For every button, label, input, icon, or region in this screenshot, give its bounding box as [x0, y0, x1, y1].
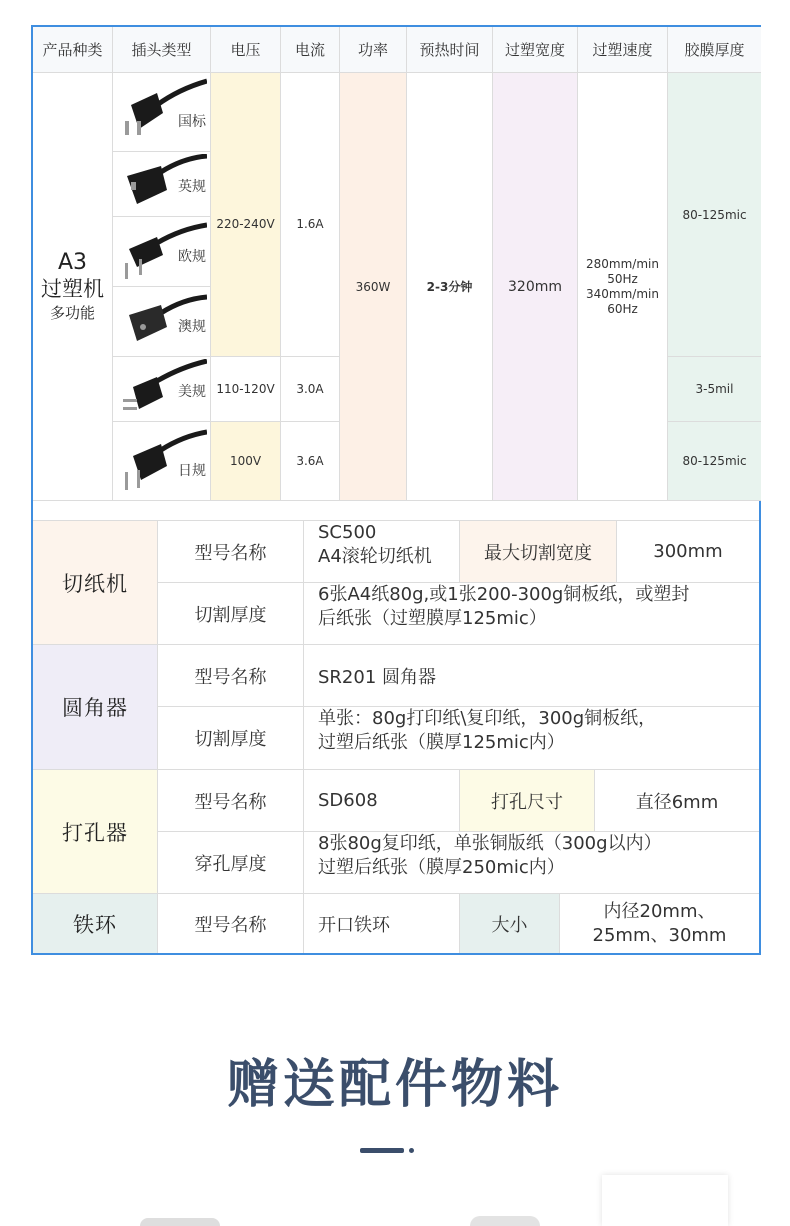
- corner-name: 圆角器: [33, 645, 158, 770]
- punch-size-label: 打孔尺寸: [460, 770, 595, 832]
- preheat-value: 2-3分钟: [407, 73, 493, 501]
- punch-size-value: 直径6mm: [595, 770, 759, 832]
- header-width: 过塑宽度: [493, 27, 578, 73]
- cutter-thick-label: 切割厚度: [158, 583, 304, 645]
- cutter-model-label: 型号名称: [158, 521, 304, 583]
- punch-thick-line-2: 过塑后纸张（膜厚250mic内）: [318, 857, 565, 878]
- corner-thick-line-1: 单张：80g打印纸\复印纸，300g铜板纸，: [318, 708, 657, 729]
- ring-size-line-2: 25mm、30mm: [592, 924, 727, 946]
- title-divider: [360, 1148, 404, 1153]
- gift-item-image-2: [470, 1216, 540, 1226]
- gift-item-image-1: [140, 1218, 220, 1226]
- current-3-0a: 3.0A: [281, 357, 340, 422]
- plug-au-label: 澳规: [178, 319, 206, 335]
- ring-model-label: 型号名称: [158, 894, 304, 953]
- header-speed: 过塑速度: [578, 27, 668, 73]
- plug-jp: [113, 422, 211, 501]
- product-category: [33, 73, 113, 501]
- plug-cn-label: 国标: [178, 114, 206, 130]
- header-preheat: 预热时间: [407, 27, 493, 73]
- plug-jp-label: 日规: [178, 463, 206, 479]
- spec-table: [31, 25, 761, 955]
- plug-us: [113, 357, 211, 422]
- table-gap: [33, 501, 759, 521]
- plug-us-label: 美规: [178, 384, 206, 400]
- corner-thick-label: 切割厚度: [158, 707, 304, 770]
- punch-name: 打孔器: [33, 770, 158, 894]
- cutter-thick-value: [304, 583, 759, 645]
- plug-cn: [113, 73, 211, 152]
- film-80-125-a: 80-125mic: [668, 73, 761, 357]
- cutter-model-value: [304, 521, 460, 583]
- plug-eu: [113, 217, 211, 287]
- speed-line-2: 50Hz: [607, 271, 638, 286]
- header-power: 功率: [340, 27, 407, 73]
- current-1-6a: 1.6A: [281, 73, 340, 357]
- plug-eu-label: 欧规: [178, 249, 206, 265]
- film-80-125-b: 80-125mic: [668, 422, 761, 501]
- title-divider-dot: [409, 1148, 414, 1153]
- plug-au: [113, 287, 211, 357]
- ring-size-label: 大小: [460, 894, 560, 953]
- product-name: 过塑机: [41, 276, 104, 301]
- speed-line-3: 340mm/min: [586, 286, 659, 301]
- voltage-100: 100V: [211, 422, 281, 501]
- product-size: A3: [57, 249, 88, 275]
- punch-model-value: SD608: [304, 770, 460, 832]
- header-plug: 插头类型: [113, 27, 211, 73]
- punch-thick-label: 穿孔厚度: [158, 832, 304, 894]
- voltage-110-120: 110-120V: [211, 357, 281, 422]
- cutter-max-label: 最大切割宽度: [460, 521, 617, 583]
- power-value: 360W: [340, 73, 407, 501]
- voltage-220-240: 220-240V: [211, 73, 281, 357]
- current-3-6a: 3.6A: [281, 422, 340, 501]
- width-value: 320mm: [493, 73, 578, 501]
- cutter-max-value: 300mm: [617, 521, 759, 583]
- punch-thick-value: [304, 832, 759, 894]
- ring-name: 铁环: [33, 894, 158, 953]
- cutter-model-code: SC500: [318, 522, 377, 543]
- speed-line-4: 60Hz: [607, 301, 638, 316]
- ring-model-value: 开口铁环: [304, 894, 460, 953]
- cutter-model-desc: A4滚轮切纸机: [318, 546, 432, 567]
- header-category: 产品种类: [33, 27, 113, 73]
- gift-item-image-3: [602, 1175, 728, 1226]
- header-film: 胶膜厚度: [668, 27, 761, 73]
- cutter-thick-line-1: 6张A4纸80g,或1张200-300g铜板纸，或塑封: [318, 584, 690, 605]
- plug-uk-label: 英规: [178, 179, 206, 195]
- speed-value: [578, 73, 668, 501]
- ring-size-value: [560, 894, 759, 953]
- speed-line-1: 280mm/min: [586, 256, 659, 271]
- gift-section-title: 赠送配件物料: [226, 1055, 563, 1115]
- corner-thick-value: [304, 707, 759, 770]
- product-type: 多功能: [49, 303, 95, 322]
- film-3-5mil: 3-5mil: [668, 357, 761, 422]
- header-current: 电流: [281, 27, 340, 73]
- cutter-name: 切纸机: [33, 521, 158, 645]
- corner-model-value: SR201 圆角器: [304, 645, 759, 707]
- punch-model-label: 型号名称: [158, 770, 304, 832]
- corner-model-label: 型号名称: [158, 645, 304, 707]
- ring-size-line-1: 内径20mm、: [603, 900, 716, 922]
- punch-thick-line-1: 8张80g复印纸，单张铜版纸（300g以内）: [318, 833, 662, 854]
- corner-thick-line-2: 过塑后纸张（膜厚125mic内）: [318, 732, 565, 753]
- cutter-thick-line-2: 后纸张（过塑膜厚125mic）: [318, 608, 547, 629]
- plug-uk: [113, 152, 211, 217]
- header-voltage: 电压: [211, 27, 281, 73]
